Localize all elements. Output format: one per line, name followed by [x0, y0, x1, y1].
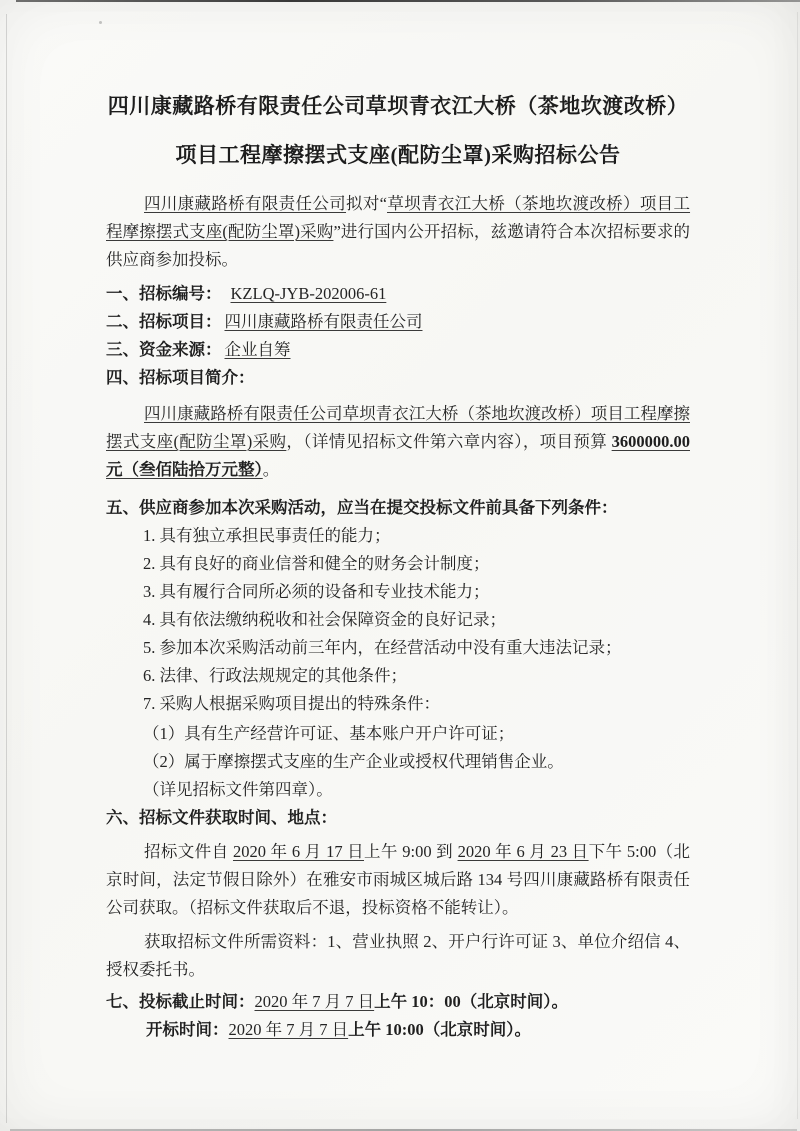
tender-project-label: 二、招标项目：	[106, 312, 222, 331]
condition-item-2: 2. 具有良好的商业信誉和健全的财务会计制度；	[143, 554, 490, 573]
bid-deadline-date: 2020 年 7 月 7 日	[254, 992, 375, 1011]
summary-mid: ，（详情见招标文件第六章内容），项目预算	[286, 432, 612, 451]
summary-project-name: 四川康藏路桥有限责任公司草坝青衣江大桥（茶地坎渡改桥）项目工程摩擦摆式支座(配防尘罩)采购	[106, 404, 690, 451]
tender-number-value: KZLQ-JYB-202006-61	[230, 284, 387, 303]
tender-number-label: 一、招标编号：	[106, 284, 222, 303]
tender-project-line	[106, 308, 690, 336]
obtain-t2: 上午 9:00 到	[364, 842, 458, 861]
intro-paragraph	[106, 190, 690, 274]
special-condition-note: （详见招标文件第四章）。	[143, 780, 333, 799]
special-condition-2: （2）属于摩擦摆式支座的生产企业或授权代理销售企业。	[143, 752, 564, 771]
bid-deadline-tail: 上午 10：00（北京时间）。	[374, 992, 568, 1011]
intro-project-name: 草坝青衣江大桥（茶地坎渡改桥）项目工程摩擦摆式支座(配防尘罩)采购	[106, 194, 691, 241]
funding-source-line	[106, 336, 690, 364]
scan-speck	[99, 21, 102, 24]
obtain-t3: 下午 5:00（北京时间，法定节假日除外）在雅安市雨城区城后路 134 号四川康藏路桥有限责任公司获取。（招标文件获取后不退，投标资格不能转让）。	[106, 842, 690, 917]
special-conditions-list	[106, 720, 690, 804]
bid-deadline-line	[106, 988, 690, 1016]
intro-tail: ”进行国内公开招标，兹邀请符合本次招标要求的供应商参加投标。	[106, 222, 690, 269]
condition-item-3: 3. 具有履行合同所必须的设备和专业技术能力；	[143, 582, 490, 601]
bid-opening-label: 开标时间：	[146, 1020, 229, 1039]
intro-mid: 拟对“	[346, 194, 388, 213]
scan-edge-left	[6, 14, 7, 1123]
obtain-time-paragraph	[106, 838, 690, 922]
scan-edge-right	[797, 12, 798, 1119]
condition-item-1: 1. 具有独立承担民事责任的能力；	[143, 526, 391, 545]
bid-opening-date: 2020 年 7 月 7 日	[228, 1020, 349, 1039]
obtain-start-date: 2020 年 6 月 17 日	[232, 842, 364, 861]
title-line-1: 四川康藏路桥有限责任公司草坝青衣江大桥（茶地坎渡改桥）	[107, 94, 689, 118]
condition-item-6: 6. 法律、行政法规规定的其他条件；	[143, 666, 407, 685]
bid-opening-tail: 上午 10:00（北京时间）。	[348, 1020, 531, 1039]
condition-item-5: 5. 参加本次采购活动前三年内，在经营活动中没有重大违法记录；	[143, 638, 622, 657]
document-obtain-heading: 六、招标文件获取时间、地点：	[106, 808, 337, 827]
document-title	[106, 0, 690, 180]
project-summary-paragraph	[106, 400, 690, 484]
summary-budget: 3600000.00 元（叁佰陆拾万元整）	[106, 432, 690, 479]
deadline-block	[106, 988, 690, 1044]
document-content	[106, 0, 690, 1044]
summary-tail: 。	[262, 460, 280, 479]
condition-item-4: 4. 具有依法缴纳税收和社会保障资金的良好记录；	[143, 610, 506, 629]
field-list	[106, 280, 690, 392]
tender-number-line	[106, 280, 690, 308]
funding-source-label: 三、资金来源：	[106, 340, 222, 359]
supplier-conditions-heading: 五、供应商参加本次采购活动，应当在提交投标文件前具备下列条件：	[106, 498, 618, 517]
project-brief-label: 四、招标项目简介：	[106, 368, 255, 387]
bid-deadline-label: 七、投标截止时间：	[106, 992, 255, 1011]
funding-source-value: 企业自筹	[224, 340, 291, 359]
special-condition-1: （1）具有生产经营许可证、基本账户开户许可证；	[143, 724, 515, 743]
condition-item-7: 7. 采购人根据采购项目提出的特殊条件：	[143, 694, 440, 713]
tender-project-value: 四川康藏路桥有限责任公司	[224, 312, 423, 331]
intro-company: 四川康藏路桥有限责任公司	[144, 194, 347, 213]
title-line-2: 项目工程摩擦摆式支座(配防尘罩)采购招标公告	[175, 143, 621, 167]
required-materials-paragraph: 获取招标文件所需资料：1、营业执照 2、开户行许可证 3、单位介绍信 4、授权委托书。	[106, 932, 690, 979]
supplier-conditions-list	[106, 522, 690, 718]
bid-opening-line	[106, 1016, 690, 1044]
project-brief-heading	[106, 364, 690, 392]
obtain-t1: 招标文件自	[144, 842, 233, 861]
obtain-end-date: 2020 年 6 月 23 日	[457, 842, 589, 861]
